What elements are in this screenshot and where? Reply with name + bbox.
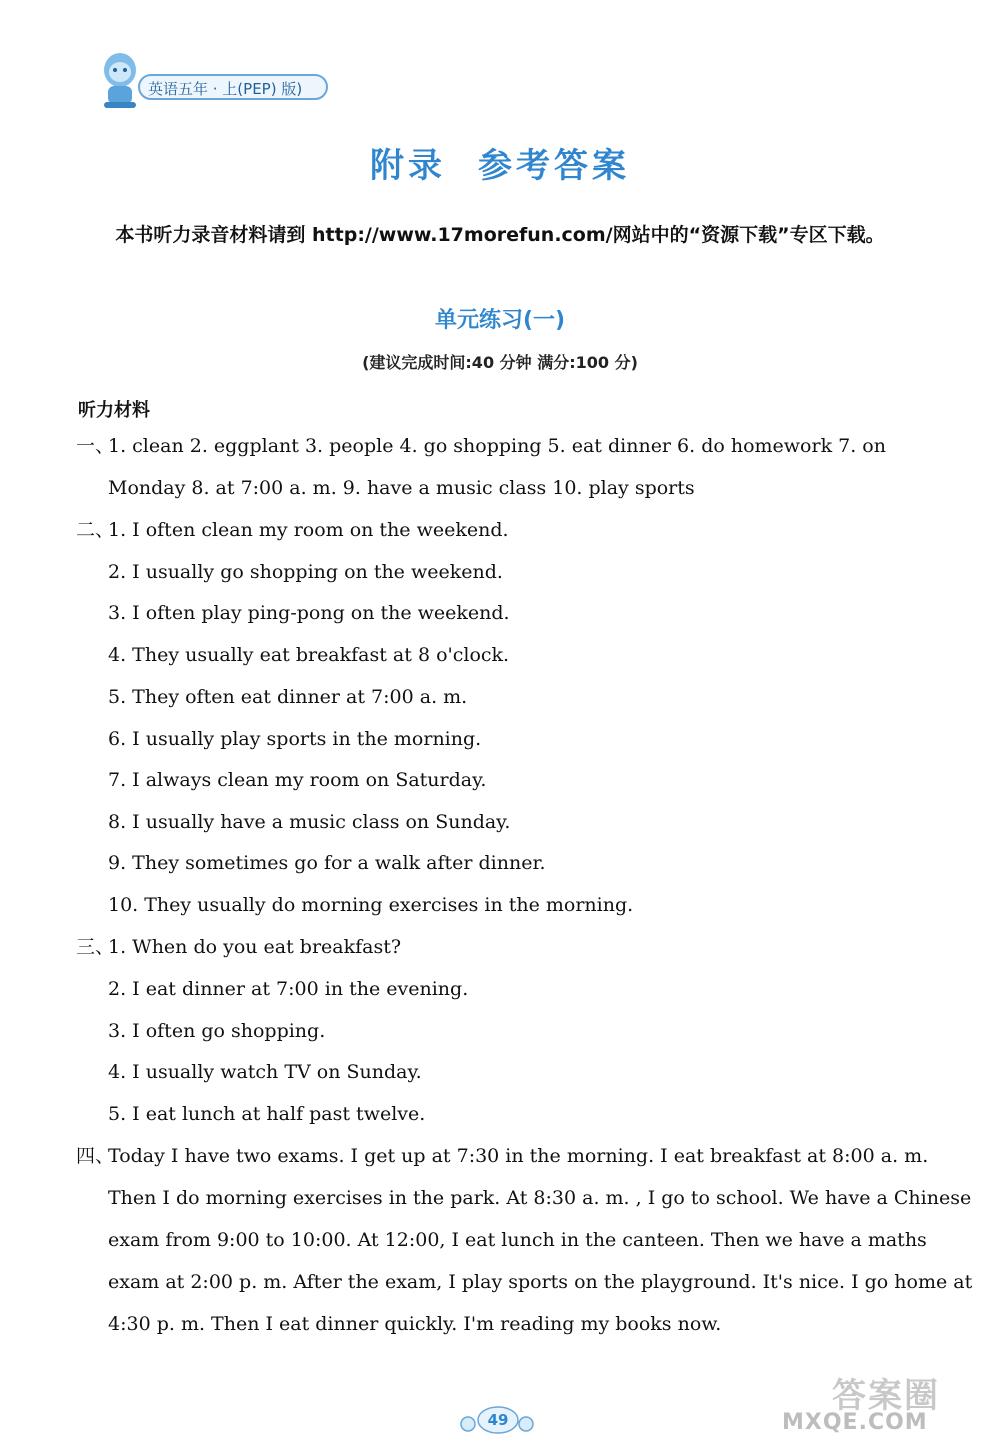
part4-label: 四、 — [76, 1145, 115, 1167]
part2-item: 10. They usually do morning exercises in the morning. — [108, 894, 634, 916]
part1-line-2: Monday 8. at 7:00 a. m. 9. have a music class 10. play sports — [108, 477, 695, 499]
part3-item: 5. I eat lunch at half past twelve. — [108, 1103, 426, 1125]
part3-item-text: 1. When do you eat breakfast? — [108, 936, 402, 958]
part4-line: Then I do morning exercises in the park. At 8:30 a. m. , I go to school. We have a Chinese — [108, 1187, 972, 1209]
part4-line: exam from 9:00 to 10:00. At 12:00, I eat lunch in the canteen. Then we have a maths — [108, 1229, 927, 1251]
part2-item: 5. They often eat dinner at 7:00 a. m. — [108, 686, 468, 708]
part1-label: 一、 — [76, 435, 115, 457]
part4-line — [76, 1144, 928, 1168]
part3-item: 3. I often go shopping. — [108, 1020, 326, 1042]
part4-line: exam at 2:00 p. m. After the exam, I play sports on the playground. It's nice. I go home at — [108, 1271, 973, 1293]
book-series-label: 英语五年 · 上(PEP) 版) — [138, 74, 328, 100]
part2-item: 2. I usually go shopping on the weekend. — [108, 561, 503, 583]
part2-item: 4. They usually eat breakfast at 8 o'clock. — [108, 644, 510, 666]
part2-item: 8. I usually have a music class on Sunday. — [108, 811, 511, 833]
part3-item — [76, 935, 401, 959]
part3-label: 三、 — [76, 936, 115, 958]
page-number-badge — [460, 1404, 535, 1434]
part2-item: 6. I usually play sports in the morning. — [108, 728, 482, 750]
watermark-text-bottom: MXQE.COM — [782, 1410, 928, 1435]
part2-label: 二、 — [76, 519, 115, 541]
download-notice: 本书听力录音材料请到 http://www.17morefun.com/网站中的“资源下载”专区下载。 — [115, 224, 885, 246]
part2-item: 3. I often play ping-pong on the weekend. — [108, 602, 510, 624]
page-number: 49 — [487, 1411, 509, 1429]
part1-line — [76, 434, 886, 458]
part1-text-1: 1. clean 2. eggplant 3. people 4. go shopping 5. eat dinner 6. do homework 7. on — [108, 435, 886, 457]
part3-item: 4. I usually watch TV on Sunday. — [108, 1061, 422, 1083]
page-title — [0, 138, 1000, 187]
part2-item-text: 1. I often clean my room on the weekend. — [108, 519, 509, 541]
watermark-logo — [762, 1368, 990, 1436]
section-subtitle: (建议完成时间:40 分钟 满分:100 分) — [362, 353, 638, 372]
watermark-text-top: 答案圈 — [832, 1376, 940, 1416]
section-title: 单元练习(一) — [434, 308, 566, 333]
part2-item: 9. They sometimes go for a walk after dinner. — [108, 852, 546, 874]
listening-materials-heading: 听力材料 — [78, 400, 150, 421]
mascot-icon — [100, 48, 144, 110]
part2-item — [76, 518, 509, 542]
part2-item: 7. I always clean my room on Saturday. — [108, 769, 487, 791]
title-appendix: 附录 — [370, 146, 446, 186]
book-header-badge — [100, 48, 335, 110]
title-answers: 参考答案 — [478, 146, 630, 186]
part4-line-text: Today I have two exams. I get up at 7:30 in the morning. I eat breakfast at 8:00 a. m. — [108, 1145, 929, 1167]
part4-line: 4:30 p. m. Then I eat dinner quickly. I'm reading my books now. — [108, 1313, 722, 1335]
part3-item: 2. I eat dinner at 7:00 in the evening. — [108, 978, 469, 1000]
